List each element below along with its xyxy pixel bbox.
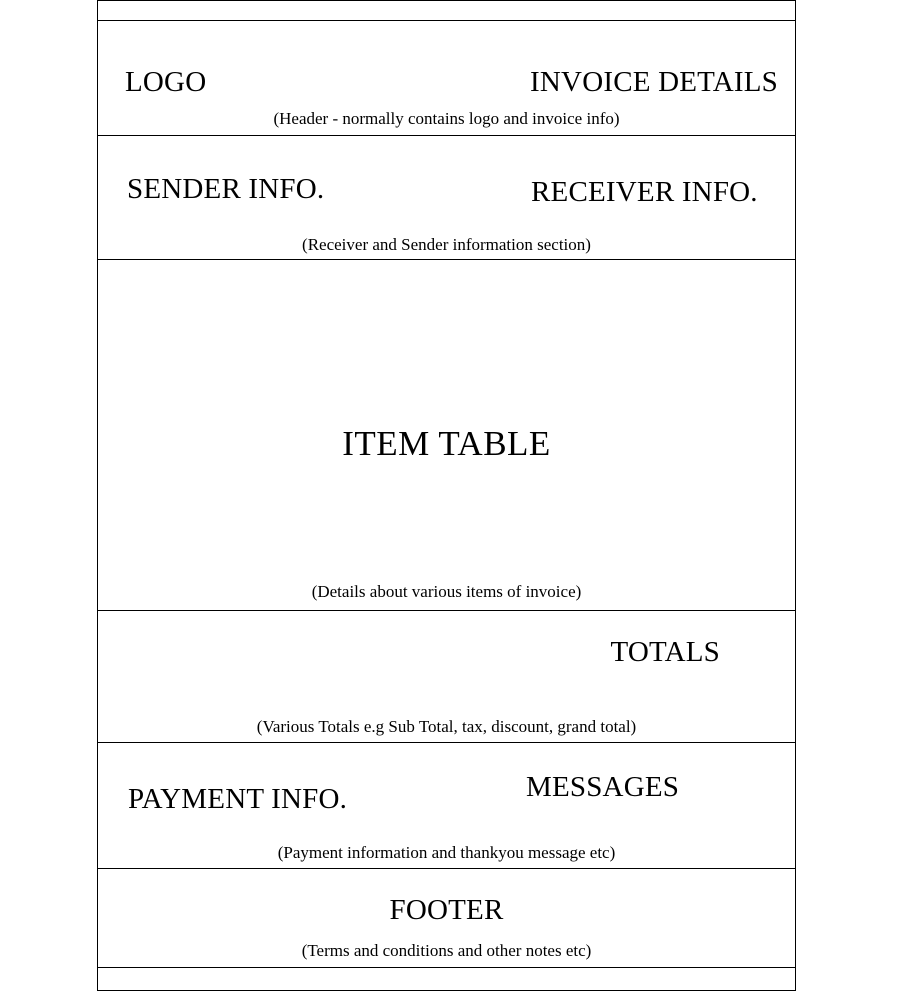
header-caption: (Header - normally contains logo and invoice info) bbox=[273, 109, 620, 129]
footer-placeholder: FOOTER bbox=[389, 894, 504, 927]
totals-caption: (Various Totals e.g Sub Total, tax, discount, grand total) bbox=[256, 716, 637, 736]
totals-band bbox=[97, 610, 796, 744]
item-table-caption: (Details about various items of invoice) bbox=[311, 582, 582, 602]
header-band bbox=[97, 20, 796, 136]
payment-caption: (Payment information and thankyou message etc) bbox=[277, 843, 616, 863]
item-table-placeholder: ITEM TABLE bbox=[342, 424, 551, 464]
payment-info-placeholder: PAYMENT INFO. bbox=[128, 783, 348, 816]
invoice-details-placeholder: INVOICE DETAILS bbox=[530, 66, 778, 99]
invoice-layout-diagram bbox=[97, 0, 796, 991]
footer-caption: (Terms and conditions and other notes etc) bbox=[301, 941, 592, 961]
item-table-band bbox=[97, 259, 796, 611]
sender-info-placeholder: SENDER INFO. bbox=[127, 172, 325, 205]
bottom-edge-band bbox=[97, 967, 796, 991]
parties-caption: (Receiver and Sender information section) bbox=[302, 234, 591, 254]
top-edge-band bbox=[97, 0, 796, 22]
totals-placeholder: TOTALS bbox=[610, 635, 720, 668]
footer-band bbox=[97, 868, 796, 968]
parties-band bbox=[97, 135, 796, 261]
receiver-info-placeholder: RECEIVER INFO. bbox=[531, 175, 758, 208]
messages-placeholder: MESSAGES bbox=[526, 771, 680, 804]
logo-placeholder: LOGO bbox=[125, 66, 207, 99]
payment-band bbox=[97, 742, 796, 870]
